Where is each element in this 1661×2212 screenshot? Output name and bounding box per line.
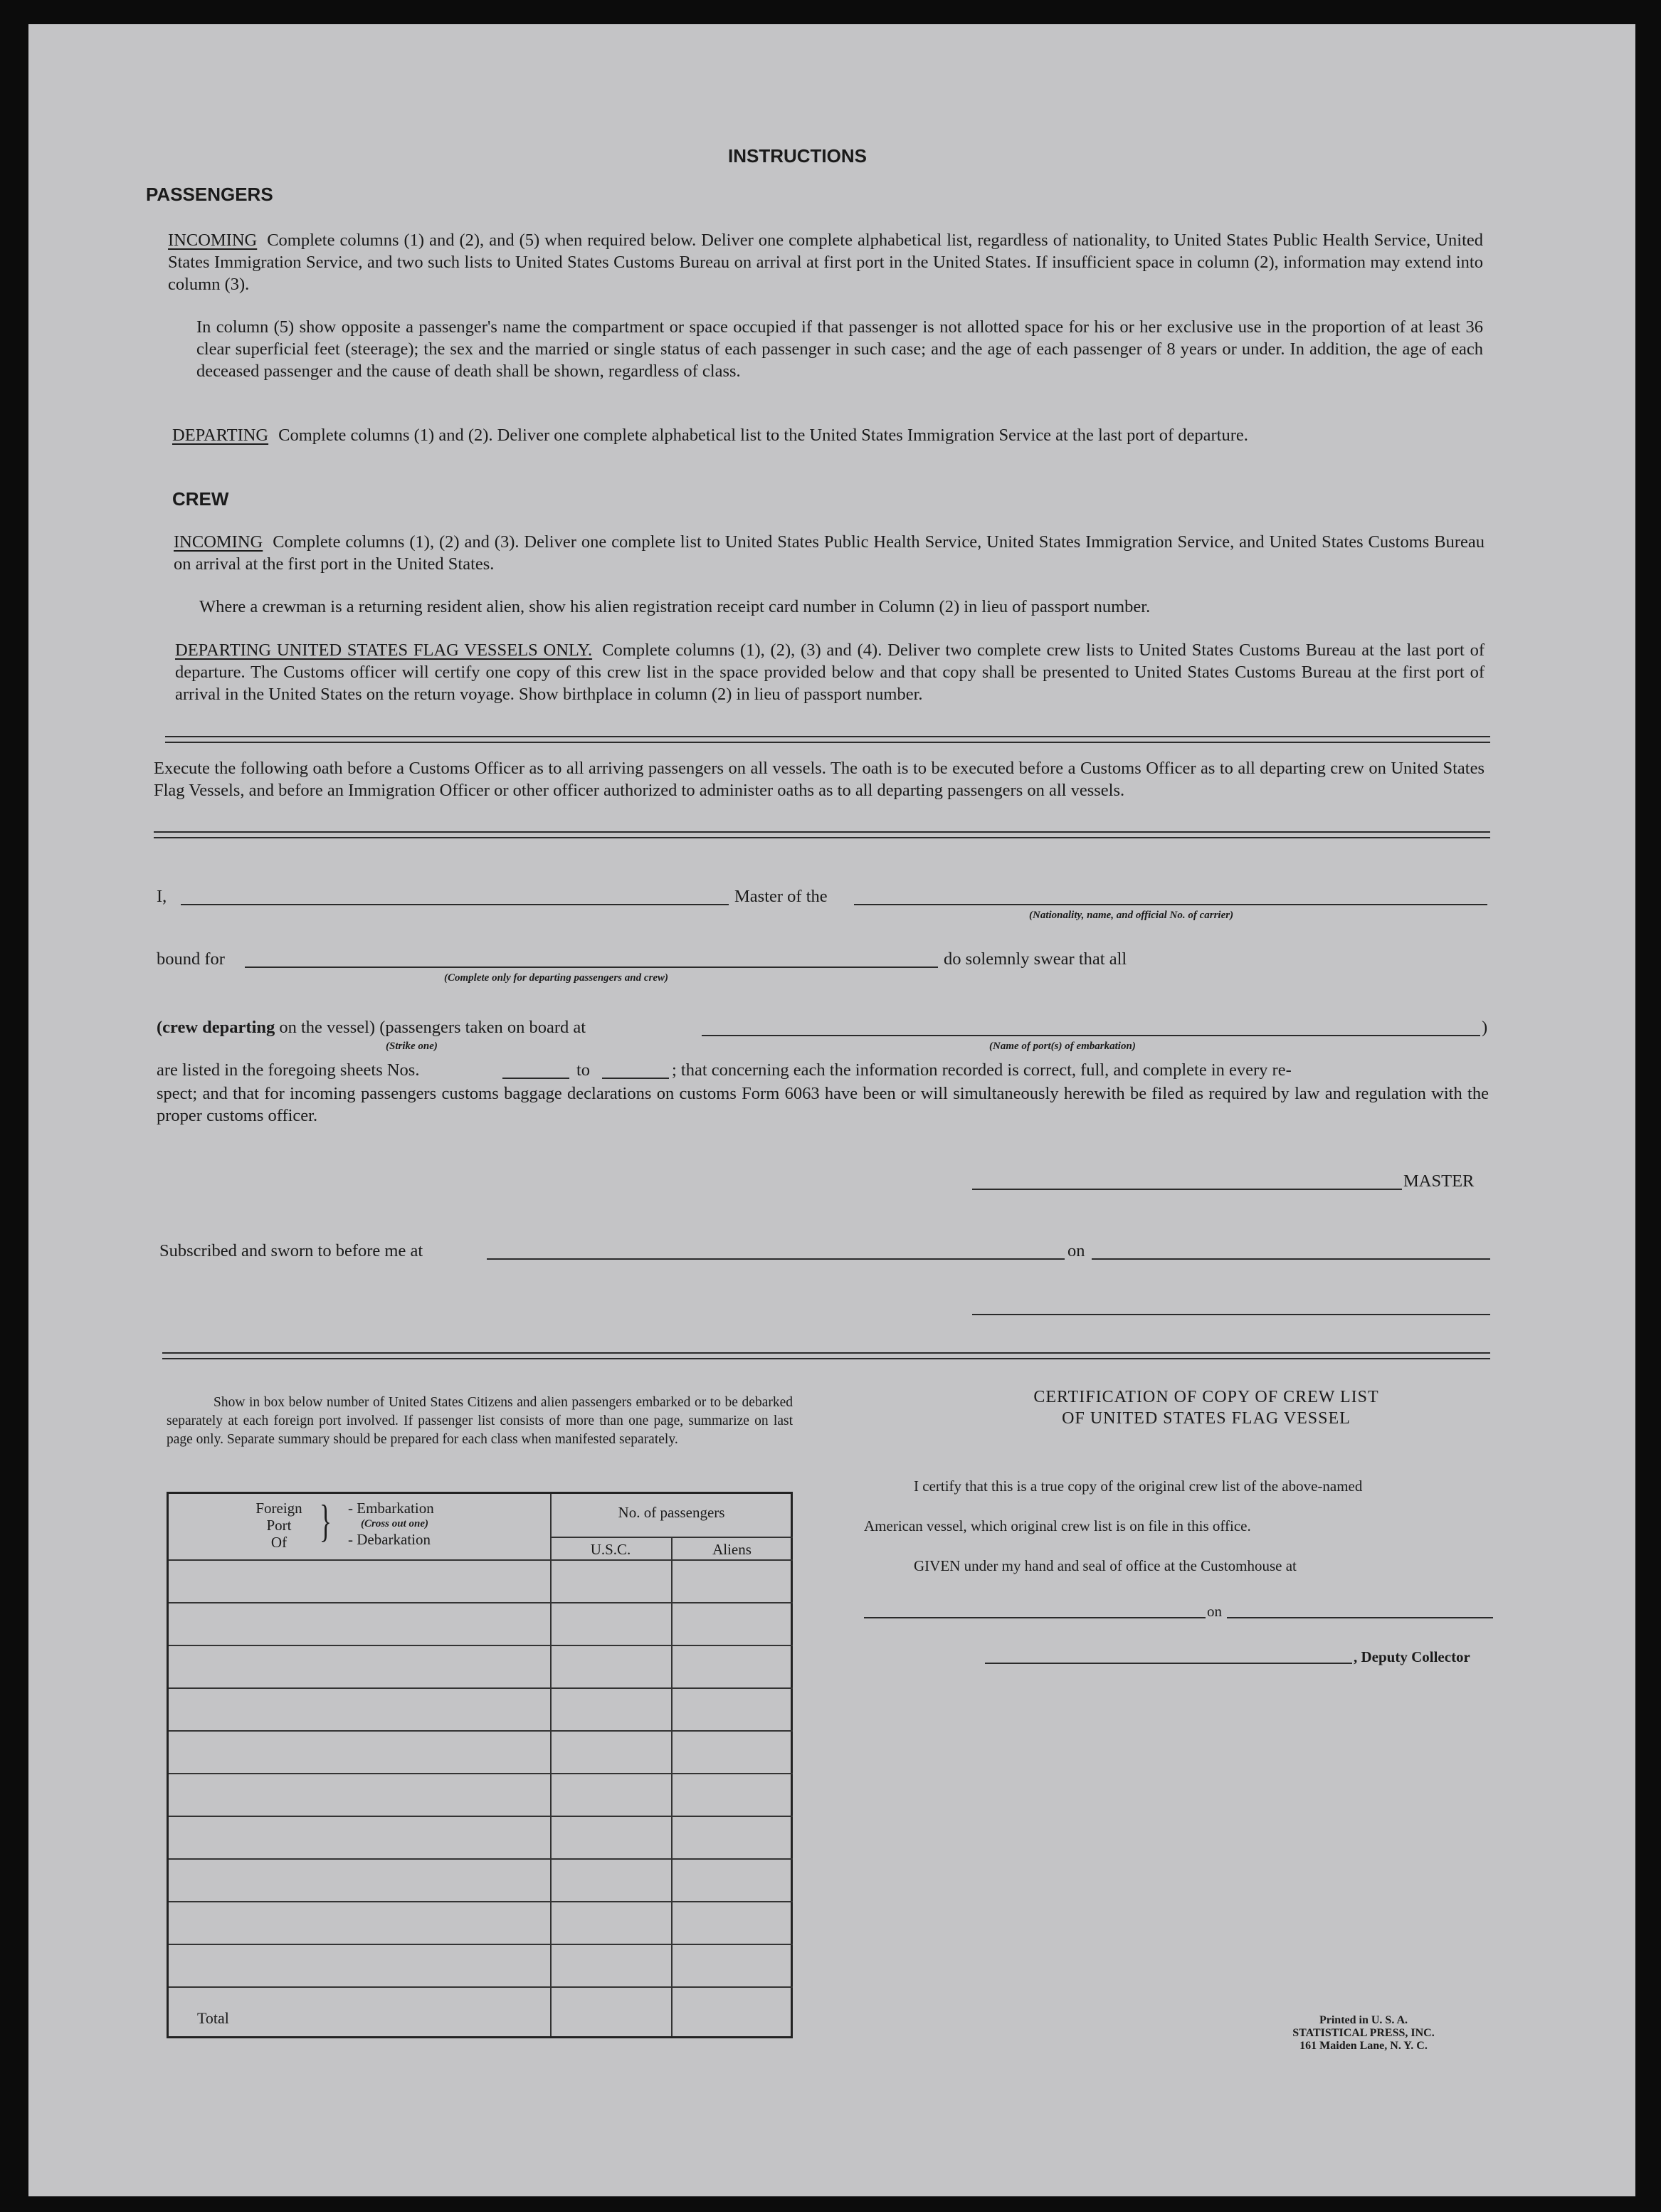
table-row[interactable] xyxy=(169,1730,793,1773)
listed-text-end: ; that concerning each the information recorded is correct, full, and complete in every re- xyxy=(672,1060,1292,1080)
no-passengers-header: No. of passengers xyxy=(618,1504,725,1521)
printer-stamp xyxy=(1292,2014,1435,2053)
table-row[interactable] xyxy=(169,1602,793,1645)
on-vessel-label: on the vessel) xyxy=(279,1018,376,1037)
on-label: on xyxy=(1067,1241,1085,1260)
cert-date-field[interactable] xyxy=(1227,1617,1493,1618)
oath-instructions: Execute the following oath before a Customs Officer as to all arriving passengers on all vessels. The oath is to be executed before a Customs Officer as to all departing crew on United States Flag Vessels, and before an Immigration Officer or other officer authorized to administer oaths as to all departing passengers on all vessels. xyxy=(154,759,1485,800)
summary-note: Show in box below number of United States Citizens and alien passengers embarked or to be debarked separately at each foreign port involved. If passenger list consists of more than one page, summarize on last page only. Separate summary should be prepared for each class when manifested separately. xyxy=(167,1395,793,1447)
close-paren: ) xyxy=(1482,1018,1488,1037)
usc-header: U.S.C. xyxy=(590,1541,631,1558)
sworn-at-field[interactable] xyxy=(487,1258,1065,1260)
table-row[interactable] xyxy=(169,1645,793,1687)
of-label: Of xyxy=(270,1534,288,1551)
table-row[interactable] xyxy=(169,1986,793,2029)
table-subheader-line xyxy=(550,1537,793,1538)
crew-departing-label: (crew departing xyxy=(157,1018,275,1037)
port-label: Port xyxy=(266,1517,292,1534)
divider-top xyxy=(165,736,1490,743)
total-label: Total xyxy=(197,2009,229,2027)
bound-for-label: bound for xyxy=(157,949,225,969)
certify-text-2: American vessel, which original crew list is on file in this office. xyxy=(864,1517,1251,1534)
certification-title-1: CERTIFICATION OF COPY OF CREW LIST xyxy=(1033,1388,1379,1406)
passengers-departing-label: DEPARTING xyxy=(172,426,269,445)
port-embarkation-field[interactable] xyxy=(702,1035,1480,1036)
passengers-incoming-paragraph xyxy=(168,229,1483,295)
certify-text-1: I certify that this is a true copy of the original crew list of the above-named xyxy=(914,1478,1363,1495)
summary-table xyxy=(167,1492,793,2038)
master-label: MASTER xyxy=(1403,1171,1475,1191)
printer-line-2: STATISTICAL PRESS, INC. xyxy=(1292,2027,1435,2039)
cert-on-label: on xyxy=(1207,1603,1222,1620)
crew-resident-paragraph: Where a crewman is a returning resident alien, show his alien registration receipt card number in Column (2) in lieu of passport number. xyxy=(199,597,1151,616)
oath-vessel-line xyxy=(157,1018,586,1038)
oath-i-label: I, xyxy=(157,887,167,906)
crew-departing-text: Complete columns (1), (2), (3) and (4). Deliver two complete crew lists to United States Customs Bureau at the last port of departure. The Customs officer will certify one copy of this crew list in the space provided below and that copy shall be presented to United States Customs Bureau at the first port of arrival in the United States on the return voyage. Show birthplace in column (2) in lieu of passport number. xyxy=(175,641,1485,704)
sheet-to-field[interactable] xyxy=(602,1078,669,1079)
form-page xyxy=(28,24,1635,2196)
foreign-port-header xyxy=(240,1500,318,1551)
deputy-collector-label: , Deputy Collector xyxy=(1354,1648,1470,1665)
strike-note: (Strike one) xyxy=(386,1041,438,1052)
swear-label: do solemnly swear that all xyxy=(944,949,1127,969)
master-signature-field[interactable] xyxy=(972,1189,1402,1190)
passengers-departing-text: Complete columns (1) and (2). Deliver one complete alphabetical list to the United States Immigration Service at the last port of departure. xyxy=(278,426,1248,445)
given-text: GIVEN under my hand and seal of office at the Customhouse at xyxy=(914,1557,1297,1574)
port-note: (Name of port(s) of embarkation) xyxy=(989,1041,1136,1052)
sworn-date-field[interactable] xyxy=(1092,1258,1490,1260)
listed-text-rest: spect; and that for incoming passengers customs baggage declarations on customs Form 6063 have been or will simultaneously herewith be filed as required by law and regulation with the proper customs officer. xyxy=(157,1084,1489,1125)
table-row[interactable] xyxy=(169,1559,793,1602)
table-row[interactable] xyxy=(169,1687,793,1730)
sheet-from-field[interactable] xyxy=(502,1078,569,1079)
table-row[interactable] xyxy=(169,1901,793,1944)
master-name-field[interactable] xyxy=(181,904,729,905)
aliens-header: Aliens xyxy=(712,1541,752,1558)
crew-departing-paragraph xyxy=(175,639,1485,705)
crew-departing-label: DEPARTING UNITED STATES FLAG VESSELS ONLY. xyxy=(175,641,593,660)
subscribed-label: Subscribed and sworn to before me at xyxy=(159,1241,423,1260)
crew-incoming-paragraph xyxy=(174,531,1485,575)
page-title: INSTRUCTIONS xyxy=(728,145,867,167)
passengers-incoming-label: INCOMING xyxy=(168,231,258,250)
deputy-signature-field[interactable] xyxy=(985,1663,1352,1664)
officer-signature-field[interactable] xyxy=(972,1314,1490,1315)
bound-for-field[interactable] xyxy=(245,967,938,968)
carrier-note: (Nationality, name, and official No. of carrier) xyxy=(1029,910,1234,921)
foreign-label: Foreign xyxy=(255,1500,302,1517)
customhouse-field[interactable] xyxy=(864,1617,1206,1618)
carrier-field[interactable] xyxy=(854,904,1487,905)
crew-heading: CREW xyxy=(172,488,229,510)
table-row[interactable] xyxy=(169,1858,793,1901)
listed-label: are listed in the foregoing sheets Nos. xyxy=(157,1060,420,1080)
passengers-departing-paragraph xyxy=(172,424,1483,446)
crew-incoming-label: INCOMING xyxy=(174,532,263,552)
table-row[interactable] xyxy=(169,1773,793,1816)
printer-line-3: 161 Maiden Lane, N. Y. C. xyxy=(1299,2040,1428,2052)
divider-oath xyxy=(154,831,1490,838)
printer-line-1: Printed in U. S. A. xyxy=(1319,2014,1408,2026)
to-label: to xyxy=(576,1060,591,1080)
bound-for-note: (Complete only for departing passengers and crew) xyxy=(444,972,668,984)
brace-icon: } xyxy=(320,1495,332,1546)
table-row[interactable] xyxy=(169,1816,793,1858)
crew-incoming-text: Complete columns (1), (2) and (3). Deliver one complete list to United States Public Health Service, United States Immigration Service, and United States Customs Bureau on arrival at the first port in the United States. xyxy=(174,532,1485,574)
master-of-label: Master of the xyxy=(734,887,828,906)
embarkation-label: - Embarkation xyxy=(348,1500,434,1517)
certification-title-2: OF UNITED STATES FLAG VESSEL xyxy=(1062,1409,1351,1428)
debarkation-label: - Debarkation xyxy=(348,1531,431,1548)
divider-bottom xyxy=(162,1352,1490,1359)
passengers-column5-paragraph: In column (5) show opposite a passenger's name the compartment or space occupied if that passenger is not allotted space for his or her exclusive use in the proportion of at least 36 clear superficial feet (steerage); the sex and the married or single status of each passenger in such case; and the age of each passenger of 8 years or under. In addition, the age of each deceased passenger and the cause of death shall be shown, regardless of class. xyxy=(196,317,1483,381)
passengers-taken-label: (passengers taken on board at xyxy=(379,1018,586,1037)
table-row[interactable] xyxy=(169,1944,793,1986)
passengers-incoming-text: Complete columns (1) and (2), and (5) when required below. Deliver one complete alphabetical list, regardless of nationality, to United States Public Health Service, United States Immigration Service, and two such lists to United States Customs Bureau on arrival at first port in the United States. If insufficient space in column (2), information may extend into column (3). xyxy=(168,231,1483,294)
cross-out-note: (Cross out one) xyxy=(361,1518,429,1529)
passengers-heading: PASSENGERS xyxy=(146,184,273,205)
